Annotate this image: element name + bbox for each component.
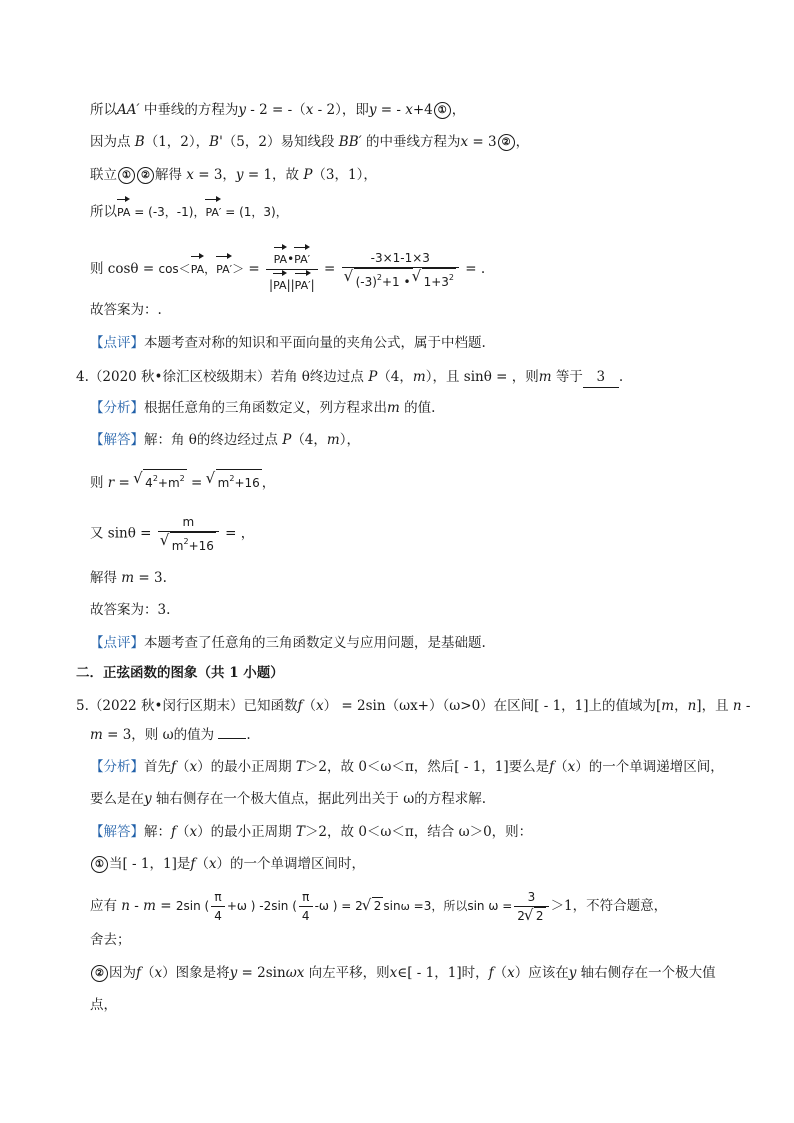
math-var: x	[154, 965, 163, 981]
text: ＞2，故 0＜ω＜π，然后[ - 1，1]要么是	[304, 759, 550, 775]
text: （	[176, 824, 190, 840]
text: ]，且	[696, 698, 733, 714]
text: ）的一个单调增区间时，	[216, 856, 365, 872]
analysis-line	[90, 398, 435, 418]
numerator: π	[299, 888, 313, 907]
text: +16	[234, 476, 260, 490]
text: 向左平移，则	[304, 965, 390, 981]
text-line	[90, 963, 716, 983]
text: 的值.	[399, 400, 436, 416]
fraction	[342, 249, 459, 291]
text: 解：	[144, 824, 171, 840]
math-var: m	[661, 698, 675, 714]
text: ） = 2sin（ωx+）（ω>0）在区间[ - 1，1]上的值域为[	[323, 698, 662, 714]
text: ∈[ - 1，1]时，	[397, 965, 489, 981]
text: ），且 sinθ = ，则	[425, 369, 539, 385]
text: •	[287, 252, 295, 266]
text: -	[130, 898, 144, 914]
question-5	[76, 696, 750, 716]
text: =	[155, 898, 176, 914]
vector: PA′	[294, 244, 310, 269]
fraction	[211, 888, 225, 925]
math-var: x	[507, 965, 515, 981]
fraction	[158, 513, 219, 555]
math-var: y	[229, 965, 238, 981]
text: ）应该在	[514, 965, 569, 981]
math-var: ωx	[285, 965, 305, 981]
vector: PA	[117, 196, 130, 223]
analysis-tag: 【分析】	[90, 400, 144, 416]
text-line	[90, 132, 529, 152]
answer-blank	[218, 738, 246, 739]
math-var: m	[412, 369, 426, 385]
text: ，	[451, 102, 466, 118]
text: 因为	[109, 965, 136, 981]
text: -ω ) = 2	[314, 899, 363, 913]
math-var: AA′	[117, 102, 140, 118]
text: = 3，则 ω的值为	[102, 727, 219, 743]
text: = 1，故	[243, 167, 304, 183]
numerator: m	[158, 513, 219, 532]
text: ＜	[178, 262, 191, 276]
text: 所以	[90, 102, 117, 118]
text: （1，2），	[144, 134, 210, 150]
vector: PA′	[216, 253, 232, 280]
math-var: f	[136, 965, 141, 981]
math-var: y	[368, 102, 377, 118]
exponent: 2	[229, 474, 235, 483]
text: =	[319, 261, 340, 277]
text: （3，1），	[312, 167, 377, 183]
text: 解：角 θ的终边经过点	[144, 432, 283, 448]
math-var: x	[405, 102, 413, 118]
radicand: 2	[373, 899, 382, 913]
exponent: 2	[183, 537, 189, 546]
text: sin ω =	[467, 899, 513, 913]
text: ＞2，故 0＜ω＜π，结合 ω＞0，则：	[304, 824, 533, 840]
comment-line	[90, 633, 486, 653]
vector: PA	[273, 270, 286, 295]
text: .	[618, 369, 624, 385]
text: m	[171, 539, 184, 553]
exponent: 2	[448, 272, 454, 282]
text: 1+3	[423, 274, 449, 289]
numerator: 3	[514, 888, 548, 907]
math-var: m	[143, 898, 156, 914]
text: 的中垂线方程为	[361, 134, 461, 150]
answer-line: 故答案为：3.	[90, 602, 171, 618]
comment-tag: 【点评】	[90, 335, 144, 351]
text: 当[ - 1，1]是	[109, 856, 191, 872]
text: （4，	[377, 369, 413, 385]
text: = ，	[220, 525, 255, 542]
text: ω	[400, 900, 410, 913]
text: 则 cos	[90, 261, 131, 277]
comment-line	[90, 333, 486, 353]
formula-line	[90, 244, 485, 295]
text: （	[554, 759, 568, 775]
fraction	[266, 244, 318, 295]
text: 本题考查对称的知识和平面向量的夹角公式，属于中档题.	[144, 335, 486, 351]
analysis-line	[90, 757, 724, 777]
text: 首先	[144, 759, 171, 775]
text: -	[741, 698, 751, 714]
math-var: P	[303, 167, 313, 183]
text: - 2 = -（	[246, 102, 306, 118]
text: ）图象是将	[162, 965, 230, 981]
text: （	[302, 698, 317, 714]
text: m	[217, 476, 230, 490]
math-var: x	[189, 759, 198, 775]
text: = .	[461, 261, 486, 277]
math-var: x	[305, 102, 314, 118]
analysis-tag: 【分析】	[90, 759, 144, 775]
text-line	[90, 789, 486, 809]
question-number: 4.	[76, 369, 89, 385]
denominator: 4	[301, 909, 310, 923]
text: +4	[412, 102, 433, 118]
text: （4，	[291, 432, 327, 448]
text: =	[114, 475, 135, 491]
math-var: x	[208, 856, 217, 872]
text: ＞	[232, 262, 245, 276]
math-var: n	[732, 698, 742, 714]
text: =	[186, 475, 207, 491]
math-var: θ	[130, 261, 139, 277]
text-line: 点，	[90, 997, 117, 1013]
text: ，	[261, 475, 276, 491]
circled-number: ①	[434, 102, 451, 119]
math-var: P	[368, 369, 378, 385]
math-var: f	[549, 759, 555, 775]
math-var: y	[144, 791, 152, 807]
text: +m	[157, 476, 180, 490]
text: 解得	[90, 570, 122, 586]
text: = 2sin	[237, 965, 286, 981]
math-var: m	[90, 727, 103, 743]
math-var: B	[134, 134, 145, 150]
math-var: x	[460, 134, 469, 150]
math-var: y	[568, 965, 577, 981]
text: 4	[145, 476, 153, 490]
text: +1 •	[381, 274, 411, 289]
text: （2020 秋•徐汇区校级期末）若角 θ终边过点	[88, 369, 369, 385]
text: .	[246, 727, 251, 743]
text: =	[244, 261, 265, 277]
section-heading: 二．正弦函数的图象（共 1 小题）	[76, 665, 284, 681]
text: = 3.	[134, 570, 167, 586]
comment-tag: 【点评】	[90, 635, 144, 651]
text: （	[176, 759, 190, 775]
text: ）的一个单调递增区间，	[575, 759, 724, 775]
text: 根据任意角的三角函数定义，列方程求出	[144, 400, 387, 416]
text-line	[90, 165, 377, 185]
solution-line	[90, 430, 360, 450]
text: 等于	[551, 369, 583, 385]
radicand: 2	[535, 909, 544, 923]
solution-line	[90, 822, 532, 842]
math-var: m	[326, 432, 340, 448]
text: +ω ) -2sin (	[226, 899, 297, 913]
text: 本题考查了任意角的三角函数定义与应用问题，是基础题.	[144, 635, 486, 651]
text: =	[138, 261, 159, 277]
exponent: 2	[376, 272, 382, 282]
math-var: f	[488, 965, 494, 981]
text: ，	[674, 698, 688, 714]
vector: PA	[191, 253, 204, 280]
math-var: f	[297, 698, 303, 714]
text: (-3)	[355, 274, 377, 289]
text: =3，所以	[409, 899, 468, 913]
text: （2022 秋•闵行区期末）已知函数	[88, 698, 298, 714]
text: ，	[204, 262, 217, 276]
text: （	[493, 965, 508, 981]
text: = 3，	[193, 167, 236, 183]
text: ＞1，不符合题意，	[550, 898, 668, 914]
math-var: m	[387, 400, 400, 416]
text: = (-3，-1)，	[130, 205, 206, 219]
text: 又 sinθ =	[90, 525, 156, 542]
numerator: -3×1-1×3	[342, 249, 459, 268]
formula-line	[90, 888, 667, 925]
text: 轴右侧存在一个极大值点，据此列出关于 ω的方程求解.	[151, 791, 487, 807]
text: cos	[158, 262, 179, 276]
circled-number: ②	[137, 167, 154, 184]
text-line	[90, 854, 365, 874]
math-var: x	[186, 167, 194, 183]
text: sin	[383, 899, 401, 913]
text: = (1，3)，	[221, 205, 288, 219]
numerator: π	[211, 888, 225, 907]
text: 要么是在	[90, 791, 144, 807]
math-var: y	[238, 102, 247, 118]
text: ）的最小正周期	[197, 759, 296, 775]
denominator: 4	[214, 909, 222, 923]
circled-number: ①	[91, 856, 108, 873]
math-var: T	[295, 759, 305, 775]
circled-number: ①	[118, 167, 135, 184]
math-var: x	[316, 698, 324, 714]
math-var: x	[189, 824, 198, 840]
text: 2	[517, 909, 525, 923]
text-line	[90, 568, 167, 588]
math-var: n	[687, 698, 697, 714]
answer-blank: 3	[583, 367, 619, 388]
text: 联立	[90, 167, 117, 183]
math-var: y	[235, 167, 244, 183]
math-var: m	[538, 369, 552, 385]
exponent: 2	[179, 474, 185, 483]
solution-tag: 【解答】	[90, 432, 144, 448]
text: 所以	[90, 204, 117, 220]
text: 因为点	[90, 134, 135, 150]
vector: PA	[274, 244, 287, 269]
text: 中垂线的方程为	[139, 102, 239, 118]
formula-line	[90, 469, 275, 493]
text: 解得	[155, 167, 187, 183]
text: ||	[286, 278, 295, 292]
math-var: x	[389, 965, 398, 981]
text: = -	[376, 102, 406, 118]
math-var: x	[567, 759, 576, 775]
question-5-continued	[90, 725, 251, 745]
formula-line	[90, 513, 254, 555]
text: 应有	[90, 898, 122, 914]
text: |	[269, 278, 274, 292]
fraction	[299, 888, 313, 925]
text: |	[310, 278, 315, 292]
math-var: r	[107, 475, 115, 491]
solution-tag: 【解答】	[90, 824, 144, 840]
vector: PA′	[205, 196, 221, 223]
vector: PA′	[295, 270, 311, 295]
text: 轴右侧存在一个极大值	[576, 965, 716, 981]
math-var: BB′	[338, 134, 362, 150]
text: （	[141, 965, 155, 981]
text: ），	[339, 432, 360, 448]
math-var: n	[121, 898, 130, 914]
text: +16	[188, 539, 214, 553]
exponent: 2	[152, 474, 158, 483]
text-line	[90, 100, 465, 120]
math-var: f	[190, 856, 196, 872]
math-var: P	[282, 432, 292, 448]
circled-number: ②	[498, 134, 515, 151]
math-var: f	[171, 824, 176, 840]
fraction	[514, 888, 548, 925]
text: ）的最小正周期	[197, 824, 296, 840]
text: - 2），即	[313, 102, 369, 118]
text: （5，2）易知线段	[222, 134, 339, 150]
text-line	[90, 196, 288, 223]
text-line: 舍去；	[90, 932, 131, 948]
question-number: 5.	[76, 698, 89, 714]
text: = 3	[468, 134, 497, 150]
math-var: B'	[209, 134, 223, 150]
circled-number: ②	[91, 965, 108, 982]
text: 2sin (	[175, 899, 210, 913]
math-var: T	[295, 824, 305, 840]
text: （	[195, 856, 209, 872]
math-var: f	[171, 759, 176, 775]
math-var: m	[121, 570, 135, 586]
answer-line: 故答案为：.	[90, 302, 162, 318]
question-4	[76, 367, 623, 388]
text: ，	[515, 134, 530, 150]
text: 则	[90, 475, 108, 491]
